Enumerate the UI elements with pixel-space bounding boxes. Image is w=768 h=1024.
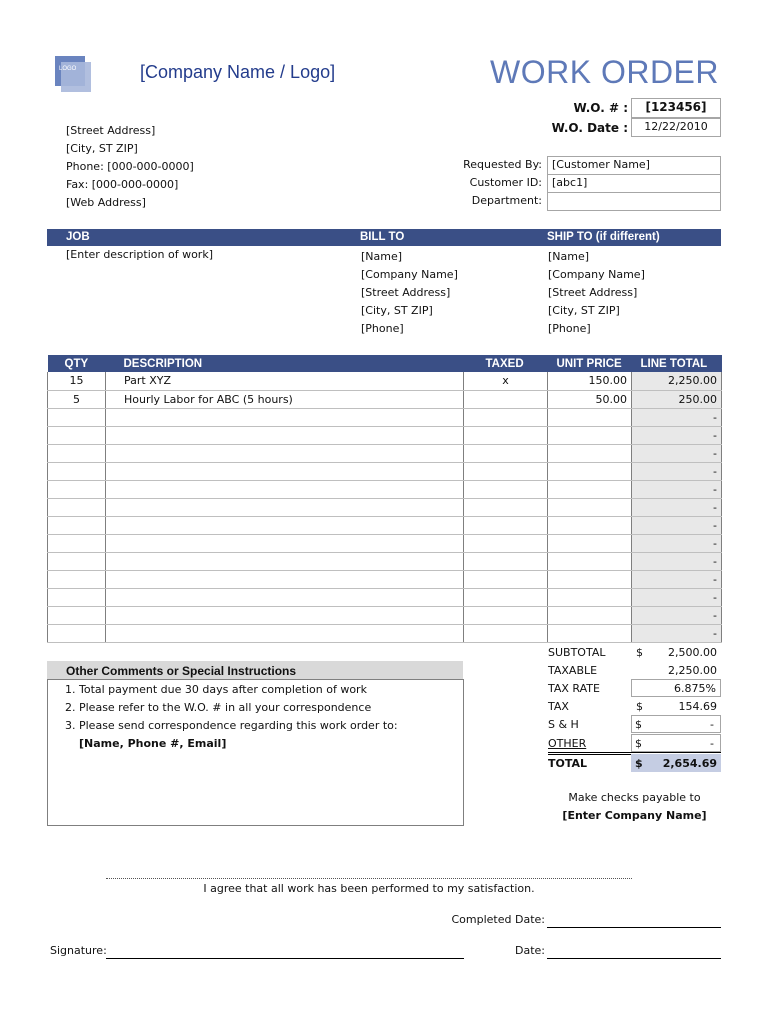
sh-row (548, 715, 721, 733)
description-cell[interactable] (106, 624, 464, 642)
table-row[interactable] (48, 516, 722, 534)
unit-price-cell[interactable]: 150.00 (548, 372, 632, 390)
total-value: 2,654.69 (662, 757, 717, 770)
company-logo (55, 56, 93, 94)
subtotal-value: 2,500.00 (668, 646, 717, 659)
table-row[interactable] (48, 570, 722, 588)
other-row (548, 734, 721, 752)
qty-cell[interactable] (48, 426, 106, 444)
line-total-cell: - (632, 444, 722, 462)
bill-to-street: [Street Address] (361, 286, 451, 299)
bill-to-header: BILL TO (360, 231, 405, 243)
qty-cell[interactable] (48, 444, 106, 462)
table-row[interactable] (48, 408, 722, 426)
taxed-cell[interactable] (464, 606, 548, 624)
taxed-cell[interactable] (464, 570, 548, 588)
line-total-cell: - (632, 606, 722, 624)
line-items-table (47, 355, 722, 643)
unit-price-cell[interactable] (548, 606, 632, 624)
tax-value: 154.69 (678, 700, 717, 713)
description-cell[interactable] (106, 444, 464, 462)
sh-field[interactable] (631, 715, 721, 733)
payable-company: [Enter Company Name] (562, 809, 707, 822)
description-cell[interactable]: Hourly Labor for ABC (5 hours) (106, 390, 464, 408)
completed-date-label: Completed Date: (451, 913, 545, 926)
sh-value: - (710, 718, 714, 731)
ship-to-phone: [Phone] (548, 322, 591, 335)
line-total-cell: - (632, 552, 722, 570)
date-field[interactable] (547, 958, 721, 959)
unit-price-cell[interactable] (548, 444, 632, 462)
description-cell[interactable] (106, 408, 464, 426)
document-title: WORK ORDER (490, 54, 719, 90)
qty-cell[interactable] (48, 498, 106, 516)
qty-cell[interactable]: 15 (48, 372, 106, 390)
line-total-cell: - (632, 480, 722, 498)
table-row[interactable] (48, 426, 722, 444)
currency-symbol: $ (635, 718, 642, 731)
bill-to-city: [City, ST ZIP] (361, 304, 433, 317)
unit-price-cell[interactable] (548, 534, 632, 552)
ship-to-block (548, 248, 645, 338)
taxed-cell[interactable] (464, 462, 548, 480)
total-label: TOTAL (548, 757, 588, 770)
description-cell[interactable] (106, 570, 464, 588)
company-address (66, 122, 194, 212)
unit-price-cell[interactable] (548, 498, 632, 516)
signature-label: Signature: (50, 944, 107, 957)
unit-price-header: UNIT PRICE (548, 355, 632, 372)
table-header-row (48, 355, 722, 372)
wo-number-label: W.O. # : (573, 101, 628, 115)
tax-rate-label: TAX RATE (548, 682, 600, 695)
qty-cell[interactable] (48, 408, 106, 426)
unit-price-cell[interactable] (548, 624, 632, 642)
description-cell[interactable] (106, 462, 464, 480)
line-total-cell: - (632, 498, 722, 516)
qty-cell[interactable] (48, 624, 106, 642)
description-cell[interactable] (106, 534, 464, 552)
address-city: [City, ST ZIP] (66, 142, 138, 155)
other-label: OTHER (548, 737, 587, 750)
tax-label: TAX (548, 700, 569, 713)
unit-price-cell[interactable] (548, 570, 632, 588)
line-total-cell: - (632, 588, 722, 606)
tax-row (548, 697, 721, 715)
completed-date-field[interactable] (547, 927, 721, 928)
unit-price-cell[interactable] (548, 516, 632, 534)
department-label: Department: (471, 194, 542, 207)
requested-by-label: Requested By: (463, 158, 542, 171)
taxed-cell[interactable]: x (464, 372, 548, 390)
unit-price-cell[interactable] (548, 408, 632, 426)
subtotal-row (548, 643, 721, 661)
description-cell[interactable] (106, 426, 464, 444)
bill-to-company: [Company Name] (361, 268, 458, 281)
taxed-cell[interactable] (464, 534, 548, 552)
logo-text: LOGO (59, 66, 77, 72)
currency-symbol: $ (636, 700, 643, 713)
qty-cell[interactable] (48, 552, 106, 570)
taxed-cell[interactable] (464, 588, 548, 606)
wo-number-field[interactable]: [123456] (631, 98, 721, 118)
bill-to-phone: [Phone] (361, 322, 404, 335)
qty-cell[interactable] (48, 534, 106, 552)
description-cell[interactable] (106, 588, 464, 606)
table-row[interactable] (48, 624, 722, 642)
line-total-cell: 2,250.00 (632, 372, 722, 390)
unit-price-cell[interactable]: 50.00 (548, 390, 632, 408)
section-header-bar (47, 229, 721, 246)
unit-price-cell[interactable] (548, 552, 632, 570)
table-row[interactable] (48, 498, 722, 516)
job-description[interactable]: [Enter description of work] (66, 248, 213, 261)
taxed-cell[interactable] (464, 408, 548, 426)
address-web: [Web Address] (66, 196, 146, 209)
taxed-cell[interactable] (464, 426, 548, 444)
line-total-cell: - (632, 426, 722, 444)
comment-line: 3. Please send correspondence regarding this work order to: (65, 719, 398, 732)
comment-line: 2. Please refer to the W.O. # in all your correspondence (65, 701, 372, 714)
taxed-cell[interactable] (464, 498, 548, 516)
sh-label: S & H (548, 718, 579, 731)
agreement-line (106, 878, 632, 879)
line-total-cell: - (632, 408, 722, 426)
wo-date-field[interactable]: 12/22/2010 (631, 118, 721, 137)
ship-to-street: [Street Address] (548, 286, 638, 299)
ship-to-name: [Name] (548, 250, 590, 263)
table-row[interactable] (48, 444, 722, 462)
qty-cell[interactable] (48, 606, 106, 624)
total-row (548, 754, 721, 772)
line-total-cell: - (632, 624, 722, 642)
qty-cell[interactable] (48, 480, 106, 498)
address-phone: Phone: [000-000-0000] (66, 160, 194, 173)
department-field[interactable] (547, 192, 721, 211)
table-row[interactable] (48, 552, 722, 570)
taxed-cell[interactable] (464, 552, 548, 570)
description-cell[interactable] (106, 516, 464, 534)
table-row[interactable] (48, 588, 722, 606)
description-cell[interactable] (106, 552, 464, 570)
taxed-cell[interactable] (464, 480, 548, 498)
currency-symbol: $ (635, 757, 643, 770)
address-fax: Fax: [000-000-0000] (66, 178, 179, 191)
ship-to-company: [Company Name] (548, 268, 645, 281)
table-row[interactable] (48, 372, 722, 390)
description-cell[interactable] (106, 480, 464, 498)
address-street: [Street Address] (66, 124, 156, 137)
table-row[interactable] (48, 534, 722, 552)
description-header: DESCRIPTION (106, 355, 464, 372)
comment-line: 1. Total payment due 30 days after completion of work (65, 683, 367, 696)
qty-cell[interactable]: 5 (48, 390, 106, 408)
table-row[interactable] (48, 390, 722, 408)
comments-header (47, 661, 463, 679)
taxable-label: TAXABLE (548, 664, 598, 677)
tax-rate-row (548, 679, 721, 697)
customer-id-field[interactable]: [abc1] (547, 174, 721, 193)
qty-cell[interactable] (48, 462, 106, 480)
other-value: - (710, 737, 714, 750)
agreement-text: I agree that all work has been performed to my satisfaction. (203, 882, 535, 895)
company-name-title: [Company Name / Logo] (140, 62, 336, 82)
taxed-cell[interactable] (464, 444, 548, 462)
subtotal-label: SUBTOTAL (548, 646, 606, 659)
ship-to-city: [City, ST ZIP] (548, 304, 620, 317)
qty-cell[interactable] (48, 570, 106, 588)
comment-contact: [Name, Phone #, Email] (79, 737, 227, 750)
taxed-cell[interactable] (464, 624, 548, 642)
table-row[interactable] (48, 462, 722, 480)
line-total-header: LINE TOTAL (632, 355, 722, 372)
taxable-value: 2,250.00 (668, 664, 717, 677)
taxed-header: TAXED (464, 355, 548, 372)
description-cell[interactable] (106, 606, 464, 624)
ship-to-header: SHIP TO (if different) (547, 231, 660, 243)
currency-symbol: $ (635, 737, 642, 750)
unit-price-cell[interactable] (548, 588, 632, 606)
qty-cell[interactable] (48, 516, 106, 534)
total-box (631, 754, 721, 772)
unit-price-cell[interactable] (548, 480, 632, 498)
line-total-cell: - (632, 534, 722, 552)
taxed-cell[interactable] (464, 516, 548, 534)
qty-header: QTY (48, 355, 106, 372)
unit-price-cell[interactable] (548, 462, 632, 480)
table-row[interactable] (48, 480, 722, 498)
table-row[interactable] (48, 606, 722, 624)
date-label: Date: (515, 944, 545, 957)
line-total-cell: 250.00 (632, 390, 722, 408)
requested-by-field[interactable]: [Customer Name] (547, 156, 721, 175)
comments-title: Other Comments or Special Instructions (66, 664, 297, 678)
line-total-cell: - (632, 570, 722, 588)
wo-date-label: W.O. Date : (551, 121, 628, 135)
bill-to-block (361, 248, 458, 338)
unit-price-cell[interactable] (548, 426, 632, 444)
bill-to-name: [Name] (361, 250, 403, 263)
other-field[interactable] (631, 734, 721, 752)
payable-line1: Make checks payable to (568, 791, 701, 804)
line-total-cell: - (632, 462, 722, 480)
tax-rate-field[interactable]: 6.875% (631, 679, 721, 697)
signature-field[interactable] (106, 958, 464, 959)
description-cell[interactable] (106, 498, 464, 516)
comments-box[interactable] (47, 679, 464, 826)
taxed-cell[interactable] (464, 390, 548, 408)
currency-symbol: $ (636, 646, 643, 659)
customer-id-label: Customer ID: (469, 176, 542, 189)
description-cell[interactable]: Part XYZ (106, 372, 464, 390)
job-header: JOB (66, 231, 90, 243)
taxable-row (548, 661, 721, 679)
qty-cell[interactable] (48, 588, 106, 606)
line-total-cell: - (632, 516, 722, 534)
comments-list (65, 681, 398, 753)
